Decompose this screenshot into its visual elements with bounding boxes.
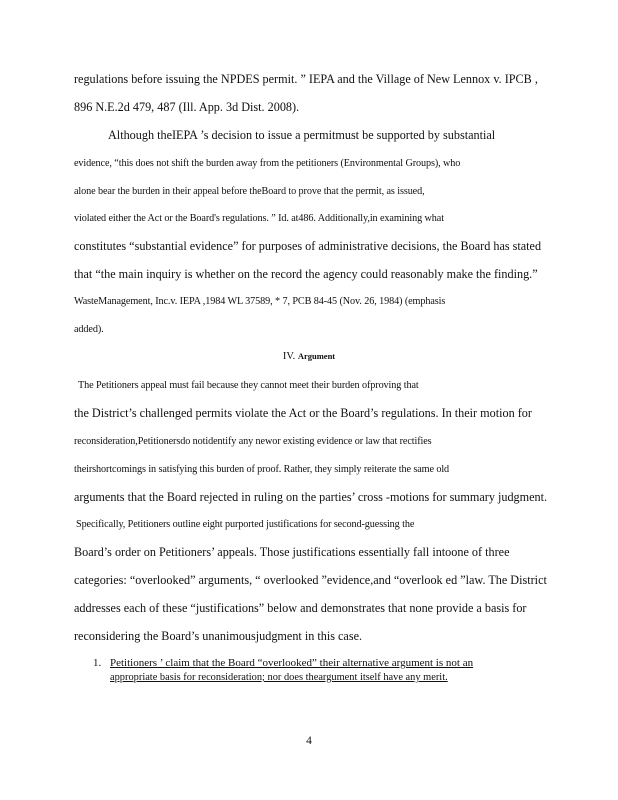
p2-line-8: added).	[74, 324, 104, 335]
p3-line-2: the District’s challenged permits violate the Act or the Board’s regulations. In their motion for	[74, 406, 532, 420]
list-item-heading-line-1: Petitioners ’ claim that the Board “overlooked” their alternative argument is not an	[110, 657, 474, 669]
p2-line-4: violated either the Act or the Board's regulations. ” Id. at486. Additionally,in examining what	[74, 213, 444, 224]
p3-line-6: Specifically, Petitioners outline eight purported justifications for second-guessing the	[76, 519, 415, 530]
p3-line-5: arguments that the Board rejected in ruling on the parties’ cross -motions for summary judgment.	[74, 490, 548, 504]
page-number: 4	[306, 735, 312, 747]
p3-line-4: theirshortcomings in satisfying this burden of proof. Rather, they simply reiterate the same old	[74, 464, 450, 475]
p3-line-10: reconsidering the Board’s unanimousjudgment in this case.	[74, 629, 363, 643]
p3-line-9: addresses each of these “justifications” below and demonstrates that none provide a basis for	[74, 601, 527, 615]
p3-line-7: Board’s order on Petitioners’ appeals. Those justifications essentially fall intoone of three	[74, 545, 510, 559]
list-item	[93, 657, 473, 670]
list-item-heading-line-2: appropriate basis for reconsideration; nor does theargument itself have any merit.	[110, 672, 448, 683]
section-number: IV.	[282, 351, 296, 362]
section-title: Argument	[297, 351, 336, 361]
p2-line-3: alone bear the burden in their appeal before theBoard to prove that the permit, as issued,	[74, 186, 425, 197]
list-item-number: 1.	[93, 657, 102, 669]
p2-line-6: that “the main inquiry is whether on the record the agency could reasonably make the finding.”	[74, 267, 538, 281]
p2-line-2: evidence, “this does not shift the burden away from the petitioners (Environmental Groups), who	[74, 158, 461, 169]
section-heading	[0, 351, 618, 362]
p3-line-1: The Petitioners appeal must fail because they cannot meet their burden ofproving that	[78, 380, 419, 391]
p3-line-8: categories: “overlooked” arguments, “ overlooked ”evidence,and “overlook ed ”law. The District	[74, 573, 547, 587]
p3-line-3: reconsideration,Petitionersdo notidentify any newor existing evidence or law that rectifies	[74, 436, 432, 447]
p2-line-7: WasteManagement, Inc.v. IEPA ,1984 WL 37589, * 7, PCB 84-45 (Nov. 26, 1984) (emphasis	[74, 296, 446, 307]
list-item-continuation	[110, 671, 448, 684]
p1-line-2: 896 N.E.2d 479, 487 (Ill. App. 3d Dist. 2008).	[74, 100, 300, 114]
p2-line-1: Although theIEPA ’s decision to issue a permitmust be supported by substantial	[108, 128, 496, 142]
p1-line-1: regulations before issuing the NPDES permit. ” IEPA and the Village of New Lennox v. IPCB ,	[74, 72, 538, 86]
p2-line-5: constitutes “substantial evidence” for purposes of administrative decisions, the Board has stated	[74, 239, 542, 253]
